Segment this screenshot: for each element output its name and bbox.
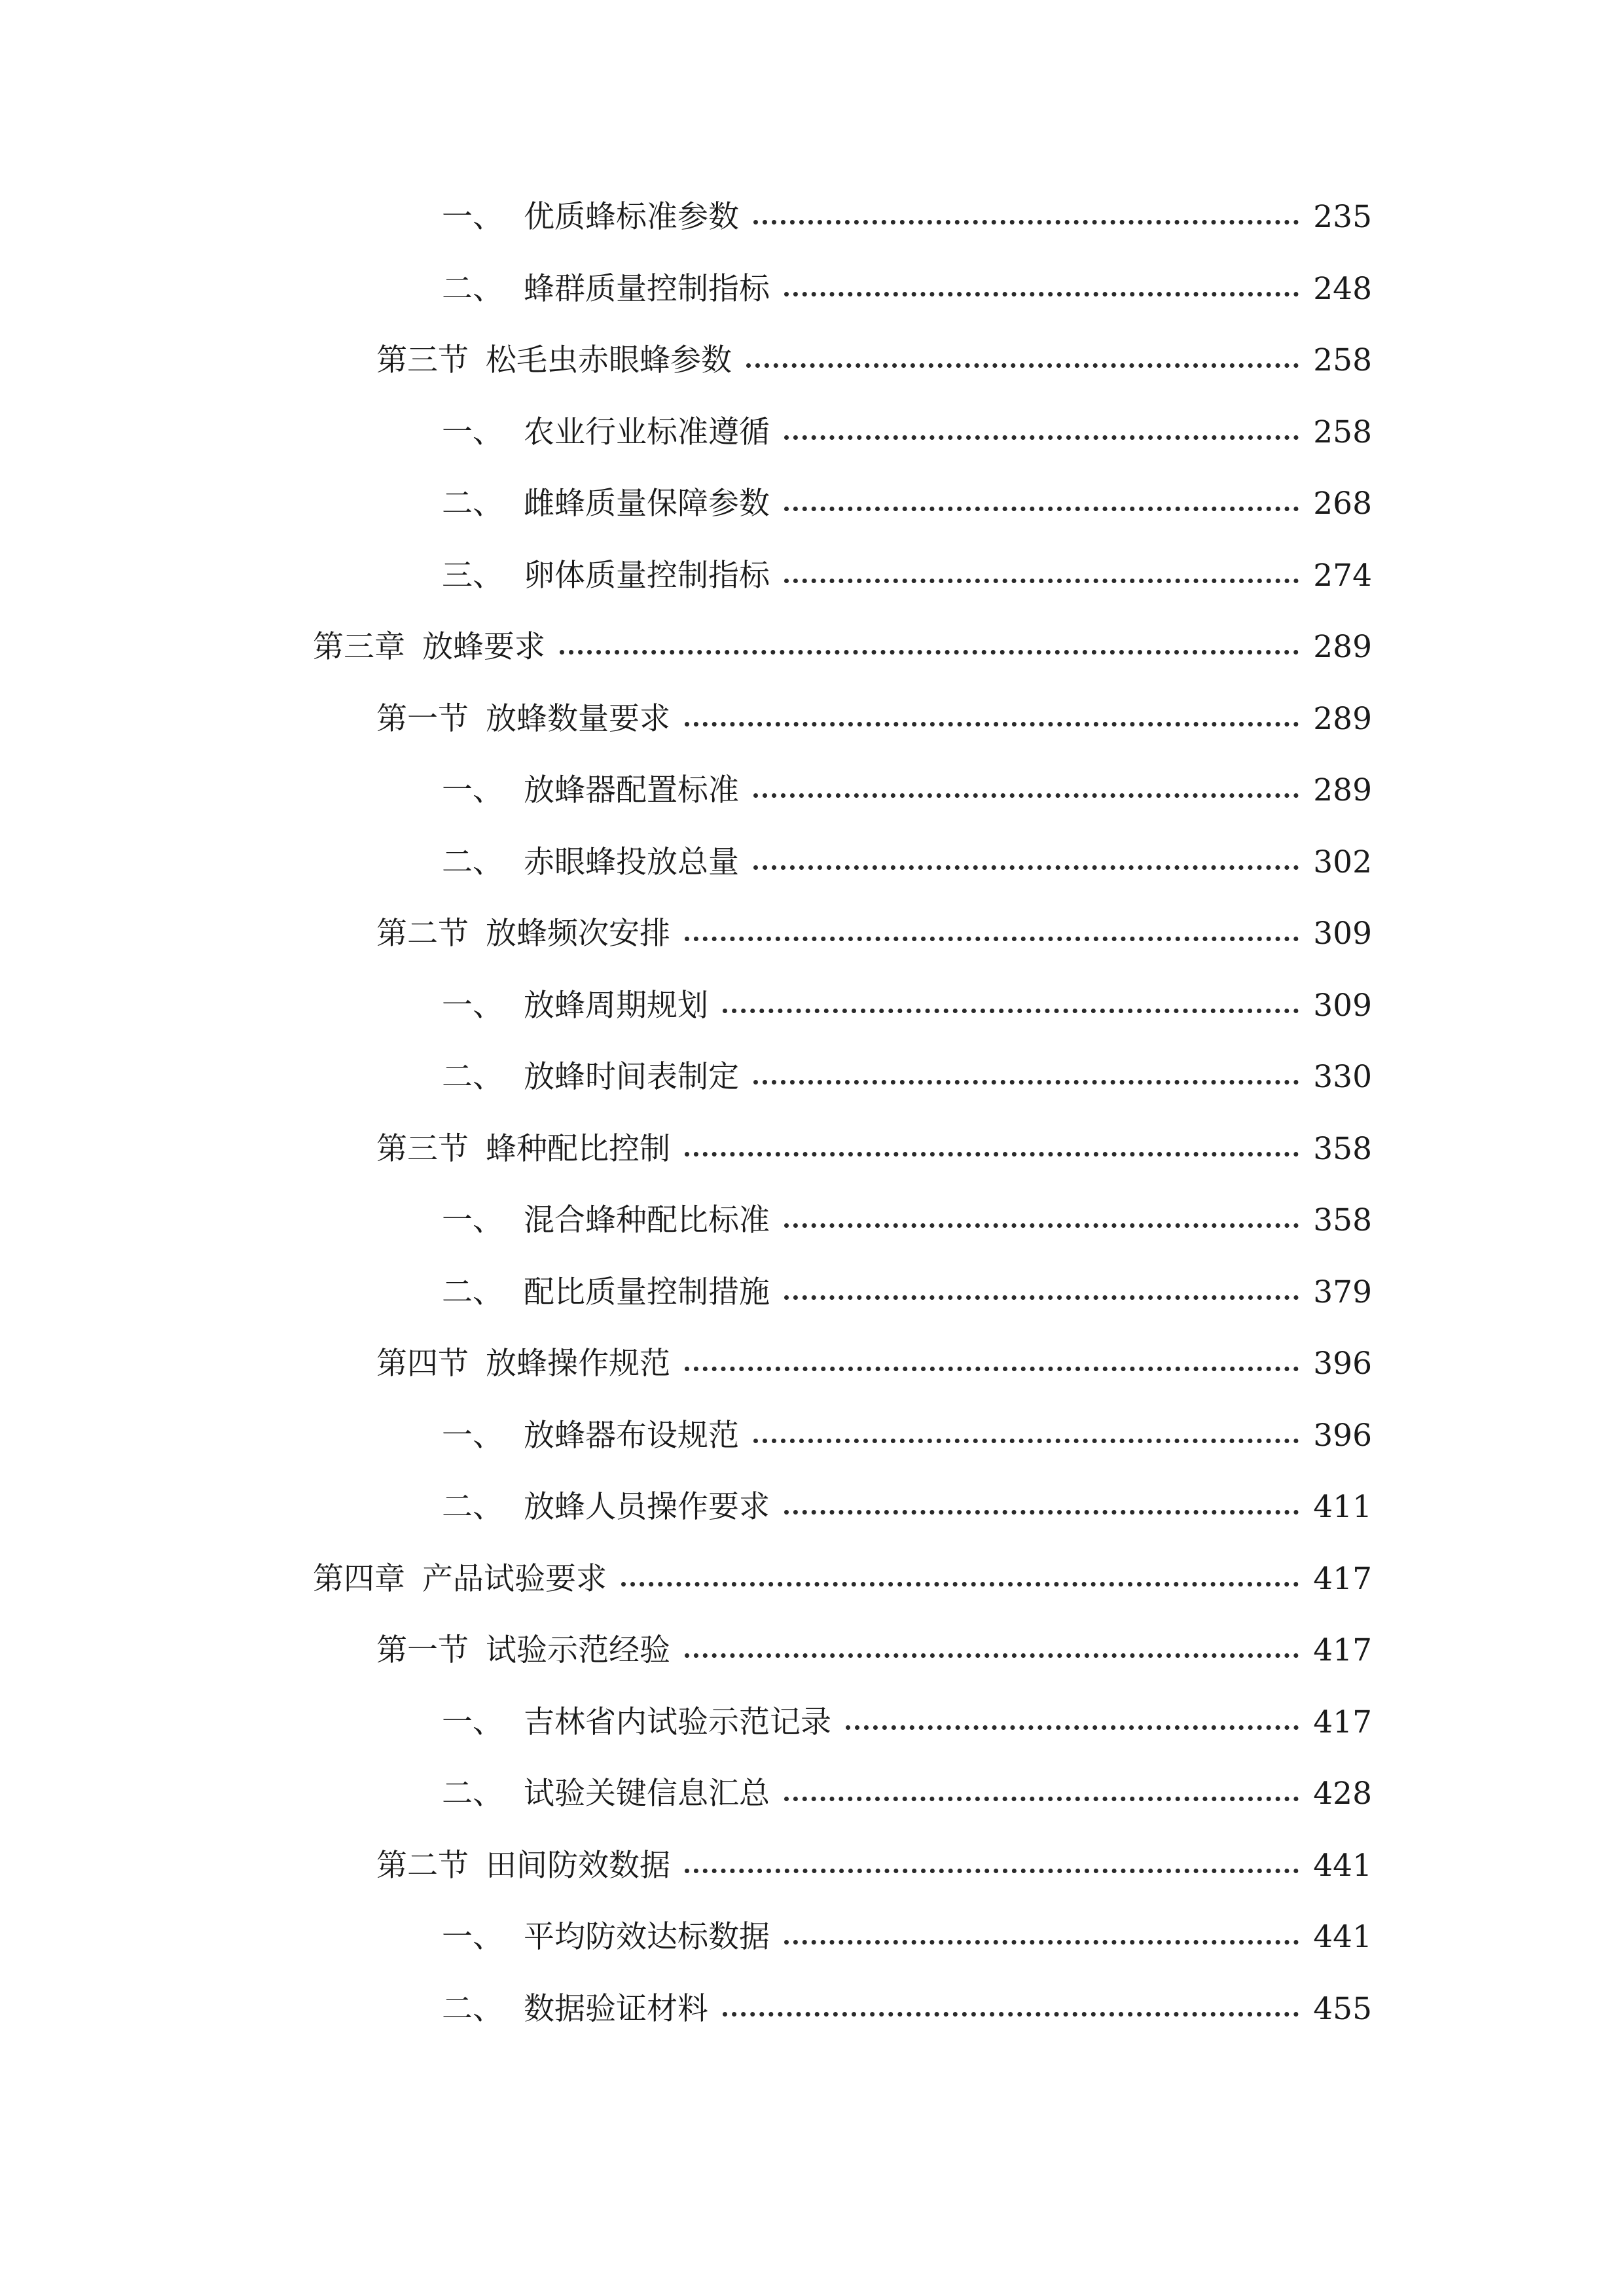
toc-entry-section-label: 第一节	[376, 701, 469, 737]
toc-entry-number: 二、	[442, 271, 503, 307]
toc-entry[interactable]	[442, 1768, 1372, 1820]
toc-entry[interactable]	[442, 1481, 1372, 1534]
toc-entry-title: 放蜂人员操作要求	[524, 1489, 770, 1525]
toc-entry-title: 试验关键信息汇总	[524, 1776, 770, 1812]
toc-entry[interactable]	[442, 550, 1372, 602]
toc-entry-page-number: 289	[1313, 772, 1372, 808]
toc-entry[interactable]	[442, 1266, 1372, 1319]
dot-leader	[846, 1725, 1299, 1730]
toc-entry-page-number: 411	[1313, 1489, 1372, 1525]
toc-entry-page-number: 302	[1313, 844, 1372, 880]
toc-entry[interactable]	[442, 1911, 1372, 1964]
toc-entry-title: 农业行业标准遵循	[524, 414, 770, 450]
toc-entry-page-number: 289	[1313, 629, 1372, 665]
toc-entry[interactable]	[442, 478, 1372, 530]
dot-leader	[685, 1869, 1299, 1873]
dot-leader	[784, 1295, 1299, 1300]
dot-leader	[784, 579, 1299, 583]
toc-entry[interactable]	[442, 836, 1372, 889]
toc-entry-page-number: 455	[1313, 1991, 1372, 2027]
toc-entry-page-number: 379	[1313, 1274, 1372, 1310]
toc-entry-page-number: 428	[1313, 1776, 1372, 1812]
dot-leader	[753, 793, 1299, 798]
toc-entry-number: 二、	[442, 844, 503, 880]
toc-entry-title: 试验示范经验	[486, 1632, 670, 1668]
toc-entry-number: 一、	[442, 1704, 503, 1740]
toc-entry-page-number: 330	[1313, 1059, 1372, 1095]
toc-entry-page-number: 235	[1313, 199, 1372, 235]
toc-entry-title: 放蜂数量要求	[486, 701, 670, 737]
toc-entry[interactable]	[442, 1696, 1372, 1749]
toc-entry-number: 一、	[442, 772, 503, 808]
toc-entry-title: 优质蜂标准参数	[524, 199, 739, 235]
toc-entry-section-label: 第四节	[376, 1346, 469, 1382]
toc-entry[interactable]	[376, 1123, 1372, 1175]
toc-entry[interactable]	[442, 191, 1372, 243]
toc-entry-page-number: 248	[1313, 271, 1372, 307]
toc-entry-page-number: 417	[1313, 1561, 1372, 1597]
dot-leader	[784, 292, 1299, 296]
toc-entry-title: 田间防效数据	[486, 1848, 670, 1884]
toc-entry[interactable]	[442, 1051, 1372, 1103]
toc-entry[interactable]	[442, 980, 1372, 1032]
toc-entry-chapter-label: 第三章	[313, 629, 405, 665]
toc-entry-page-number: 309	[1313, 916, 1372, 952]
toc-entry-title: 放蜂频次安排	[486, 916, 670, 952]
toc-entry-page-number: 417	[1313, 1632, 1372, 1668]
toc-entry[interactable]	[376, 908, 1372, 960]
toc-entry-number: 一、	[442, 1919, 503, 1955]
dot-leader	[784, 507, 1299, 511]
toc-entry-number: 二、	[442, 1776, 503, 1812]
toc-entry-page-number: 441	[1313, 1919, 1372, 1955]
toc-entry-page-number: 274	[1313, 558, 1372, 594]
toc-entry[interactable]	[313, 1553, 1372, 1605]
dot-leader	[784, 1223, 1299, 1228]
toc-entry-number: 二、	[442, 486, 503, 522]
toc-entry-title: 蜂种配比控制	[486, 1131, 670, 1167]
toc-entry-title: 放蜂周期规划	[524, 988, 708, 1024]
toc-entry-page-number: 396	[1313, 1346, 1372, 1382]
toc-entry-title: 蜂群质量控制指标	[524, 271, 770, 307]
dot-leader	[784, 1940, 1299, 1945]
toc-entry-number: 三、	[442, 558, 503, 594]
toc-entry[interactable]	[442, 406, 1372, 459]
dot-leader	[784, 435, 1299, 440]
toc-entry-title: 雌蜂质量保障参数	[524, 486, 770, 522]
toc-entry[interactable]	[442, 263, 1372, 315]
dot-leader	[753, 1439, 1299, 1443]
toc-entry[interactable]	[376, 693, 1372, 745]
toc-entry-page-number: 358	[1313, 1202, 1372, 1238]
toc-entry[interactable]	[376, 1840, 1372, 1892]
toc-entry-title: 产品试验要求	[422, 1561, 607, 1597]
toc-entry-page-number: 358	[1313, 1131, 1372, 1167]
toc-entry-page-number: 417	[1313, 1704, 1372, 1740]
dot-leader	[723, 2012, 1299, 2017]
toc-entry-chapter-label: 第四章	[313, 1561, 405, 1597]
toc-entry-number: 二、	[442, 1489, 503, 1525]
dot-leader	[685, 1653, 1299, 1658]
toc-entry-number: 一、	[442, 988, 503, 1024]
toc-entry-page-number: 289	[1313, 701, 1372, 737]
toc-entry-title: 吉林省内试验示范记录	[524, 1704, 831, 1740]
toc-entry-title: 赤眼蜂投放总量	[524, 844, 739, 880]
toc-entry-number: 二、	[442, 1059, 503, 1095]
toc-entry-page-number: 309	[1313, 988, 1372, 1024]
dot-leader	[685, 1152, 1299, 1157]
toc-entry-title: 数据验证材料	[524, 1991, 708, 2027]
toc-entry[interactable]	[442, 1194, 1372, 1247]
toc-entry[interactable]	[442, 764, 1372, 817]
dot-leader	[621, 1582, 1299, 1587]
toc-entry-page-number: 441	[1313, 1848, 1372, 1884]
toc-entry-page-number: 396	[1313, 1418, 1372, 1454]
dot-leader	[723, 1009, 1299, 1013]
toc-entry-number: 一、	[442, 199, 503, 235]
dot-leader	[784, 1510, 1299, 1515]
toc-entry-title: 放蜂要求	[422, 629, 545, 665]
dot-leader	[784, 1797, 1299, 1801]
dot-leader	[753, 1080, 1299, 1085]
toc-entry[interactable]	[313, 621, 1372, 673]
toc-entry[interactable]	[376, 334, 1372, 387]
toc-entry-page-number: 258	[1313, 342, 1372, 378]
toc-entry[interactable]	[376, 1624, 1372, 1677]
dot-leader	[685, 937, 1299, 941]
toc-entry-section-label: 第二节	[376, 916, 469, 952]
toc-entry[interactable]	[442, 1983, 1372, 2036]
toc-entry-title: 平均防效达标数据	[524, 1919, 770, 1955]
toc-entry-title: 放蜂器配置标准	[524, 772, 739, 808]
dot-leader	[560, 650, 1299, 655]
toc-entry-number: 二、	[442, 1274, 503, 1310]
toc-entry-title: 放蜂器布设规范	[524, 1418, 739, 1454]
toc-entry-page-number: 268	[1313, 486, 1372, 522]
toc-entry-title: 配比质量控制措施	[524, 1274, 770, 1310]
toc-entry-title: 松毛虫赤眼蜂参数	[486, 342, 732, 378]
toc-entry-number: 一、	[442, 1202, 503, 1238]
toc-entry-section-label: 第三节	[376, 342, 469, 378]
toc-entry-section-label: 第三节	[376, 1131, 469, 1167]
toc-entry-section-label: 第一节	[376, 1632, 469, 1668]
toc-entry-title: 放蜂操作规范	[486, 1346, 670, 1382]
dot-leader	[753, 220, 1299, 224]
toc-entry-title: 混合蜂种配比标准	[524, 1202, 770, 1238]
dot-leader	[746, 363, 1299, 368]
toc-entry-title: 放蜂时间表制定	[524, 1059, 739, 1095]
dot-leader	[753, 865, 1299, 870]
toc-entry-section-label: 第二节	[376, 1848, 469, 1884]
toc-entry-page-number: 258	[1313, 414, 1372, 450]
dot-leader	[685, 1367, 1299, 1371]
toc-entry[interactable]	[376, 1338, 1372, 1390]
toc-entry[interactable]	[442, 1410, 1372, 1462]
toc-entry-number: 一、	[442, 1418, 503, 1454]
toc-entry-number: 一、	[442, 414, 503, 450]
dot-leader	[685, 722, 1299, 726]
toc-entry-number: 二、	[442, 1991, 503, 2027]
toc-entry-title: 卵体质量控制指标	[524, 558, 770, 594]
